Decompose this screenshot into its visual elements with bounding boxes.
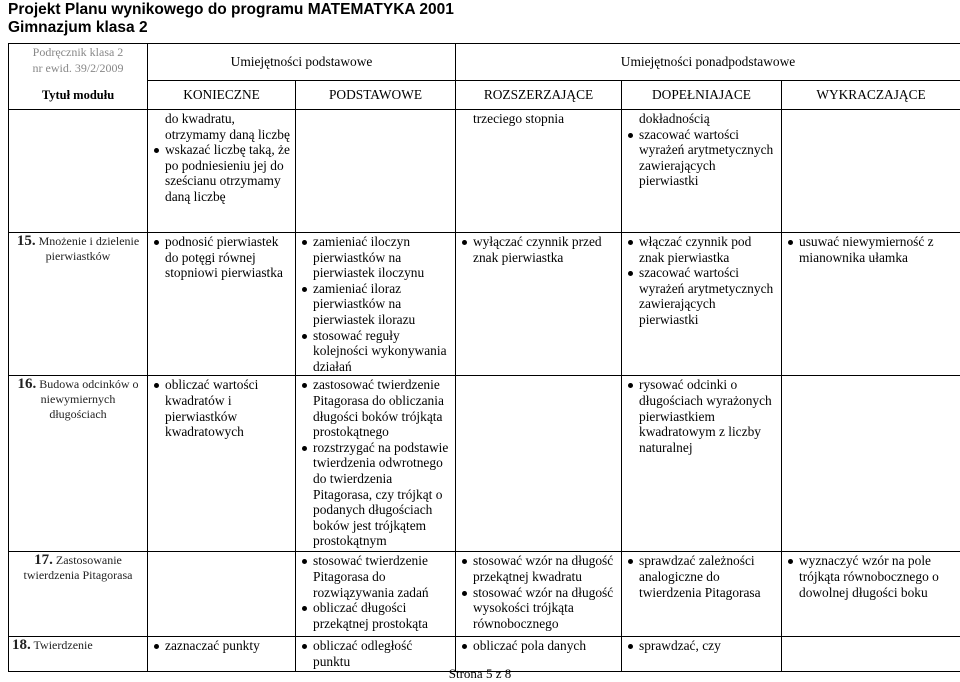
page-number: Strona 5 z 8 [0, 666, 960, 682]
module-number: 17. [34, 552, 53, 568]
cell-wykraczajace [782, 376, 960, 552]
cell-wykraczajace [782, 110, 960, 233]
skill-item: rozstrzygać na podstawie twierdzenia odwrotnego do twierdzenia Pitagorasa, czy trójkąt o podanych długościach boków jest trójkątem prostokątnym [299, 440, 452, 549]
cell-konieczne [148, 233, 296, 376]
module-number: 15. [17, 233, 36, 249]
cell-rozszerzajace [456, 376, 622, 552]
table-row [9, 110, 960, 233]
skill-item: do kwadratu, otrzymamy daną liczbę [151, 111, 292, 142]
level-wykraczajace: WYKRACZAJĄCE [782, 81, 960, 110]
skill-item: stosować wzór na długość przekątnej kwadratu [459, 553, 618, 584]
skill-item: szacować wartości wyrażeń arytmetycznych zawierających pierwiastki [625, 127, 778, 189]
cell-konieczne [148, 110, 296, 233]
table-row [9, 552, 960, 637]
skill-item: zastosować twierdzenie Pitagorasa do obliczania długości boków trójkąta prostokątnego [299, 377, 452, 439]
skill-item: stosować wzór na długość wysokości trójkąta równobocznego [459, 585, 618, 632]
cell-dopelniajace [622, 376, 782, 552]
cell-dopelniajace [622, 552, 782, 637]
cell-wykraczajace [782, 233, 960, 376]
document-subtitle: Gimnazjum klasa 2 [8, 19, 148, 36]
skill-item: wyznaczyć wzór na pole trójkąta równobocznego o dowolnej długości boku [785, 553, 957, 600]
module-header-cell [9, 44, 148, 110]
skill-item: obliczać pola danych [459, 638, 618, 654]
skill-item: dokładnością [625, 111, 778, 127]
module-header: Tytuł modułu [12, 88, 144, 104]
skill-item: wyłączać czynnik przed znak pierwiastka [459, 234, 618, 265]
document-title: Projekt Planu wynikowego do programu MATEMATYKA 2001 [8, 1, 454, 18]
skill-item: wskazać liczbę taką, że po podniesieniu jej do sześcianu otrzymamy daną liczbę [151, 142, 292, 204]
table-row [9, 376, 960, 552]
module-name: Budowa odcinków o niewymiernych długościach [39, 377, 138, 421]
plan-table [8, 43, 960, 672]
skill-item: obliczać odległość punktu [299, 638, 452, 669]
podrecznik-line-2: nr ewid. 39/2/2009 [12, 61, 144, 77]
level-podstawowe: PODSTAWOWE [296, 81, 456, 110]
module-name: Twierdzenie [34, 638, 93, 652]
cell-podstawowe [296, 552, 456, 637]
cell-podstawowe [296, 376, 456, 552]
level-dopelniajace: DOPEŁNIAJACE [622, 81, 782, 110]
module-name: Mnożenie i dzielenie pierwiastków [39, 234, 140, 263]
skill-item: podnosić pierwiastek do potęgi równej stopniowi pierwiastka [151, 234, 292, 281]
basic-skills-header: Umiejętności podstawowe [148, 44, 456, 81]
cell-rozszerzajace [456, 110, 622, 233]
advanced-skills-header: Umiejętności ponadpodstawowe [456, 44, 960, 81]
module-name: Zastosowanie twierdzenia Pitagorasa [24, 553, 133, 582]
skill-item: obliczać długości przekątnej prostokąta [299, 600, 452, 631]
skill-item: włączać czynnik pod znak pierwiastka [625, 234, 778, 265]
cell-rozszerzajace [456, 552, 622, 637]
module-cell [9, 376, 148, 552]
skill-item: szacować wartości wyrażeń arytmetycznych zawierających pierwiastki [625, 265, 778, 327]
module-cell [9, 233, 148, 376]
level-rozszerzajace: ROZSZERZAJĄCE [456, 81, 622, 110]
skill-item: trzeciego stopnia [459, 111, 618, 127]
module-number: 18. [12, 637, 31, 653]
skill-item: zaznaczać punkty [151, 638, 292, 654]
skill-item: sprawdzać zależności analogiczne do twierdzenia Pitagorasa [625, 553, 778, 600]
cell-wykraczajace [782, 552, 960, 637]
cell-konieczne [148, 552, 296, 637]
module-cell [9, 110, 148, 233]
skill-item: stosować reguły kolejności wykonywania działań [299, 328, 452, 375]
skill-item: obliczać wartości kwadratów i pierwiastków kwadratowych [151, 377, 292, 439]
skill-item: rysować odcinki o długościach wyrażonych pierwiastkiem kwadratowym z liczby naturalnej [625, 377, 778, 455]
skill-item: zamieniać iloraz pierwiastków na pierwiastek ilorazu [299, 281, 452, 328]
skill-item: zamieniać iloczyn pierwiastków na pierwiastek iloczynu [299, 234, 452, 281]
cell-rozszerzajace [456, 233, 622, 376]
cell-konieczne [148, 376, 296, 552]
cell-podstawowe [296, 110, 456, 233]
module-number: 16. [17, 376, 36, 392]
cell-dopelniajace [622, 233, 782, 376]
module-cell [9, 552, 148, 637]
skill-item: usuwać niewymierność z mianownika ułamka [785, 234, 957, 265]
skill-item: stosować twierdzenie Pitagorasa do rozwiązywania zadań [299, 553, 452, 600]
cell-podstawowe [296, 233, 456, 376]
podrecznik-line-1: Podręcznik klasa 2 [12, 45, 144, 61]
skill-item: sprawdzać, czy [625, 638, 778, 654]
cell-dopelniajace [622, 110, 782, 233]
level-konieczne: KONIECZNE [148, 81, 296, 110]
table-row [9, 233, 960, 376]
